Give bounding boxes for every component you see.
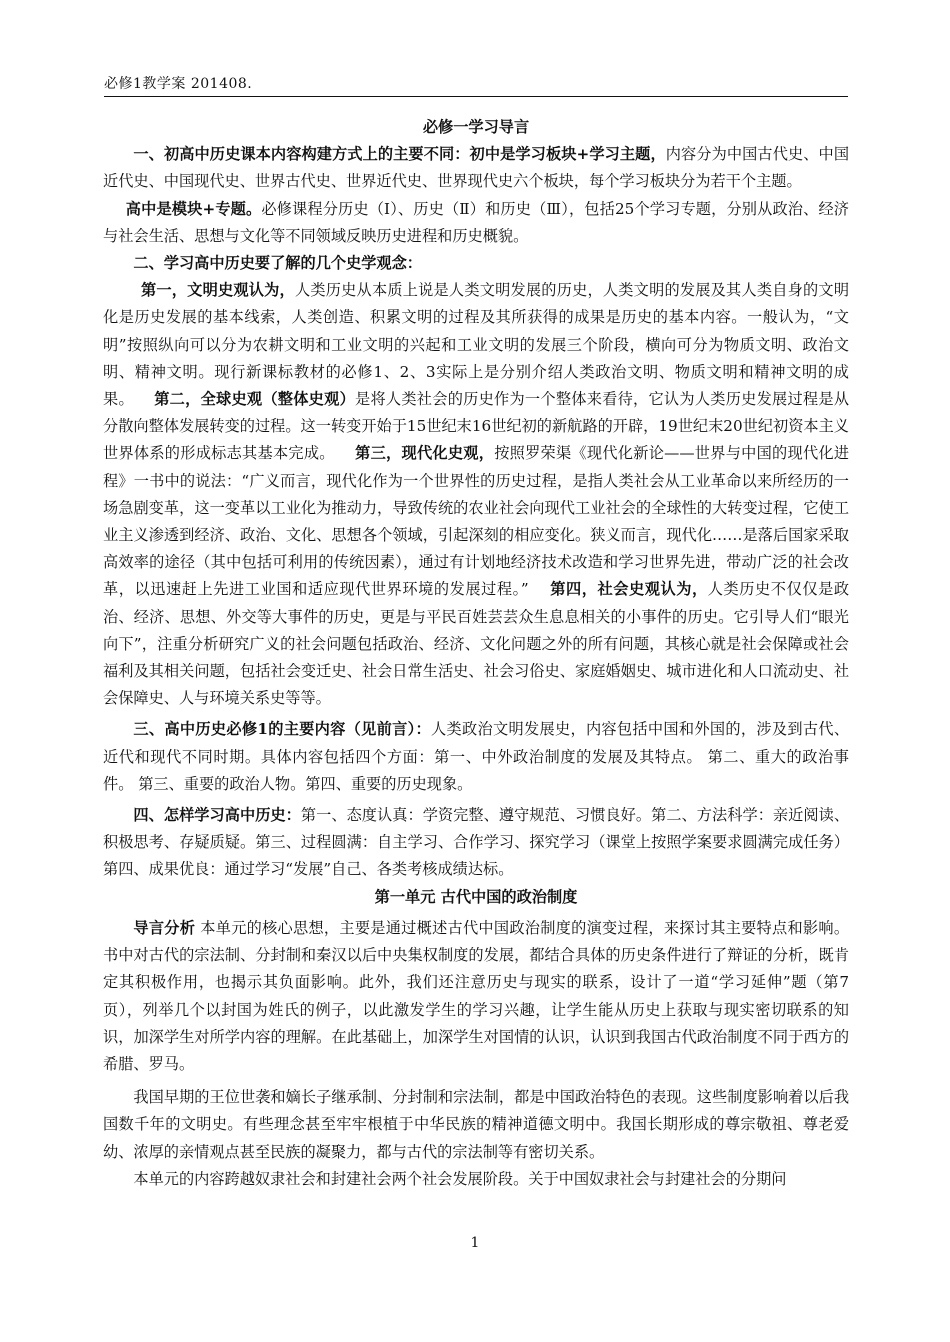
concept-1-text: 人类历史从本质上说是人类文明发展的历史，人类文明的发展及其人类自身的文明化是历史发展的基本线索，人类创造、积累文明的过程及其所获得的成果是历史的基本内容。一般认为，“文明”按照纵向可以分为农耕文明和工业文明的兴起和工业文明的发展三个阶段，横向可分为物质文明、政治文明、精神文明。现行新课标教材的必修1、2、3实际上是分别介绍人类政治文明、物质文明和精神文明的成果。 bbox=[103, 281, 850, 409]
document-title: 必修一学习导言 bbox=[422, 118, 530, 136]
section-4-text: 第一、态度认真：学资完整、遵守规范、习惯良好。第二、方法科学：亲近阅读、积极思考、存疑质疑。第三、过程圆满：自主学习、合作学习、探究学习（课堂上按照学案要求圆满完成任务） 第四、成果优良：通过学习“发展”自己、各类考核成绩达标。 bbox=[103, 806, 850, 879]
section-1-text-2: 必修课程分历史（Ⅰ）、历史（Ⅱ）和历史（Ⅲ），包括25个学习专题，分别从政治、经济与社会生活、思想与文化等不同领域反映历史进程和历史概貌。 bbox=[103, 199, 849, 245]
section-1-paragraph bbox=[103, 141, 849, 195]
concept-2-label: 第二，全球史观（整体史观） bbox=[154, 390, 356, 409]
section-3-paragraph bbox=[103, 716, 849, 798]
section-2-heading: 二、学习高中历史要了解的几个史学观念： bbox=[133, 254, 422, 273]
page-number: 1 bbox=[470, 1235, 480, 1251]
section-3-heading: 三、高中历史必修1的主要内容（见前言）： bbox=[133, 720, 432, 739]
document-body bbox=[103, 114, 849, 1193]
concept-4-label: 第四，社会史观认为， bbox=[550, 580, 708, 599]
concept-3-text: 按照罗荣渠《现代化新论——世界与中国的现代化进程》一书中的说法：“广义而言，现代化作为一个世界性的历史过程，是指人类社会从工业革命以来所经历的一场急剧变革，这一变革以工业化为推动力，导致传统的农业社会向现代工业社会的全球性的大转变过程，它使工业主义渗透到经济、政治、文化、思想各个领域，引起深刻的相应变化。狭义而言，现代化……是落后国家采取高效率的途径（其中包括可利用的传统因素），通过有计划地经济技术改造和学习世界先进，带动广泛的社会改革，以迅速赶上先进工业国和适应现代世界环境的发展过程。” bbox=[103, 444, 850, 599]
concept-2-text: 是将人类社会的历史作为一个整体来看待，它认为人类历史发展过程是从分散向整体发展转变的过程。这一转变开始于15世纪末16世纪初的新航路的开辟，19世纪末20世纪初资本主义世界体系的形成标志其基本完成。 bbox=[103, 390, 850, 463]
section-4-heading: 四、怎样学习高中历史： bbox=[133, 806, 301, 825]
section-3-text: 人类政治文明发展史，内容包括中国和外国的，涉及到古代、近代和现代不同时期。具体内容包括四个方面：第一、中外政治制度的发展及其特点。 第二、重大的政治事件。 第三、重要的政治人物。第四、重要的历史现象。 bbox=[103, 720, 849, 793]
page-header: 必修1教学案 201408. bbox=[104, 76, 253, 92]
section-1-subheading: 高中是模块+专题。 bbox=[125, 199, 262, 218]
section-2-heading-paragraph bbox=[103, 250, 849, 277]
concept-3-label: 第三，现代化史观， bbox=[355, 444, 495, 463]
concept-1-label: 第一，文明史观认为， bbox=[141, 281, 295, 300]
intro-text: 本单元的核心思想，主要是通过概述古代中国政治制度的演变过程，来探讨其主要特点和影响。书中对古代的宗法制、分封制和秦汉以后中央集权制度的发展，都结合具体的历史条件进行了辩证的分析，既肯定其积极作用，也揭示其负面影响。此外，我们还注意历史与现实的联系，设计了一道“学习延伸”题（第7页），列举几个以封国为姓氏的例子，以此激发学生的学习兴趣，让学生能从历史上获取与现实密切联系的知识，加深学生对所学内容的理解。在此基础上，加深学生对国情的认识，认识到我国古代政治制度不同于西方的希腊、罗马。 bbox=[103, 918, 850, 1073]
section-4-paragraph bbox=[103, 802, 849, 884]
intro-label: 导言分析 bbox=[133, 918, 196, 937]
section-2-paragraph bbox=[103, 277, 849, 712]
section-1-text: 内容分为中国古代史、中国近代史、中国现代史、世界古代史、世界近代史、世界现代史六个板块，每个学习板块分为若干个主题。 bbox=[103, 145, 850, 191]
header-rule bbox=[104, 96, 848, 97]
body-paragraph-2: 我国早期的王位世袭和嫡长子继承制、分封制和宗法制，都是中国政治特色的表现。这些制度影响着以后我国数千年的文明史。有些理念甚至牢牢根植于中华民族的精神道德文明中。我国长期形成的尊宗敬祖、尊老爱幼、浓厚的亲情观点甚至民族的凝聚力，都与古代的宗法制等有密切关系。 bbox=[103, 1088, 849, 1161]
section-1-paragraph-2 bbox=[103, 196, 849, 250]
intro-paragraph bbox=[103, 915, 849, 1078]
section-1-heading: 一、初高中历史课本内容构建方式上的主要不同：初中是学习板块+学习主题， bbox=[133, 145, 666, 164]
body-paragraph-3: 本单元的内容跨越奴隶社会和封建社会两个社会发展阶段。关于中国奴隶社会与封建社会的分期问 bbox=[133, 1169, 787, 1188]
unit-title: 第一单元 古代中国的政治制度 bbox=[374, 887, 578, 906]
concept-4-text: 人类历史不仅仅是政治、经济、思想、外交等大事件的历史，更是与平民百姓芸芸众生息息相关的小事件的历史。它引导人们“眼光向下”，注重分析研究广义的社会问题包括政治、经济、文化问题之外的所有问题，其核心就是社会保障或社会福利及其相关问题，包括社会变迁史、社会日常生活史、社会习俗史、家庭婚姻史、城市进化和人口流动史、社会保障史、人与环境关系史等等。 bbox=[103, 580, 850, 708]
